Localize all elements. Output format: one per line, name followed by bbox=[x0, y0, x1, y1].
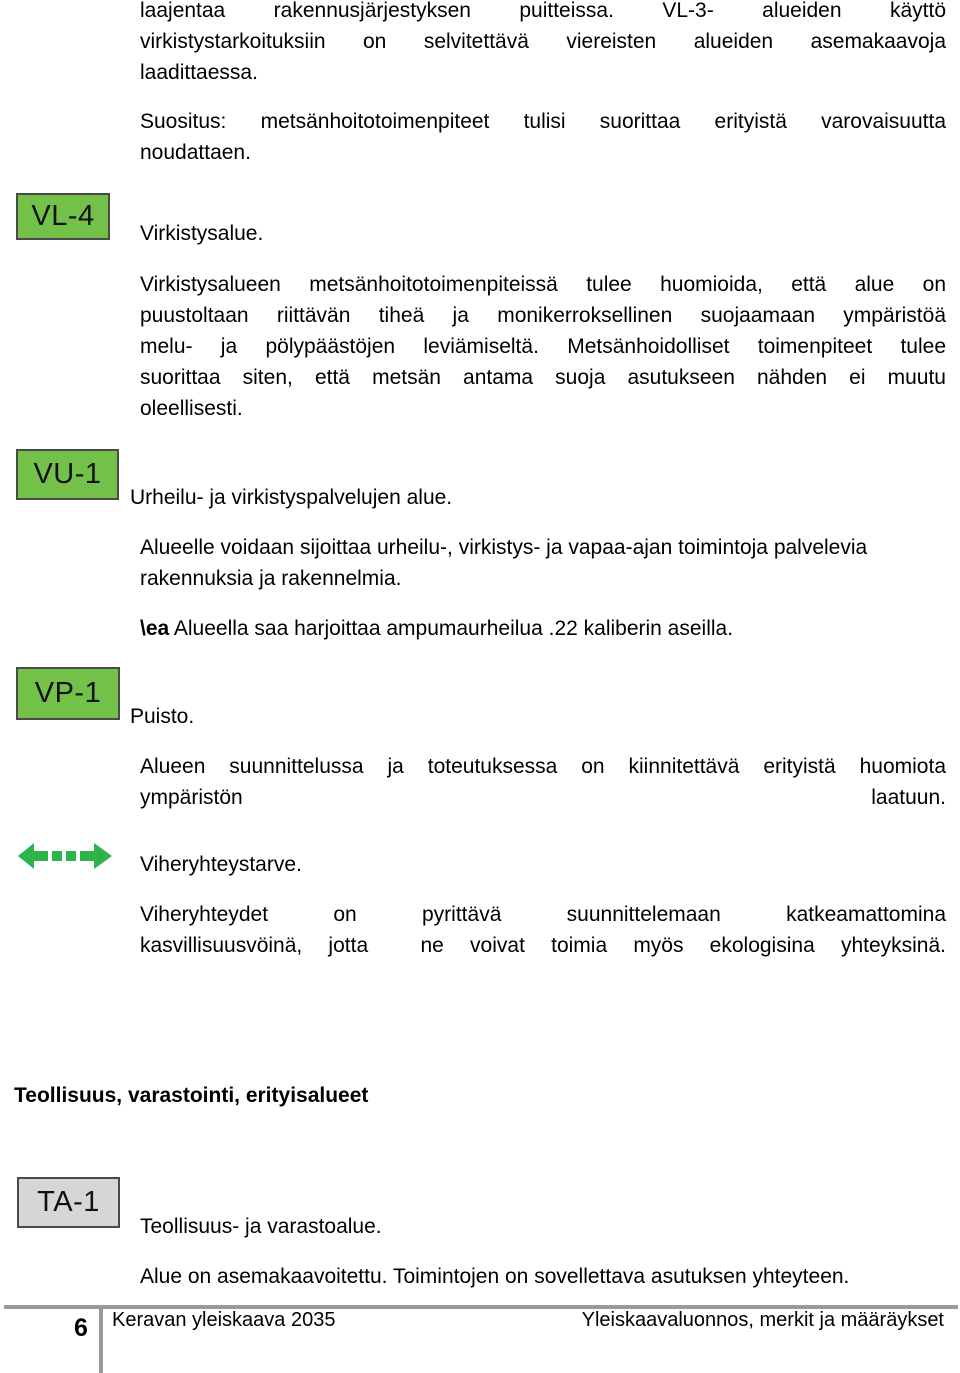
intro-paragraph bbox=[140, 0, 946, 88]
ta1-title: Teollisuus- ja varastoalue. bbox=[140, 1215, 382, 1238]
recommendation-paragraph bbox=[140, 106, 946, 168]
green-link-line: kasvillisuusvöinä, jotta ne voivat toimia myös ekologisina yhteyksinä. bbox=[140, 934, 946, 957]
vu1-note-text: Alueella saa harjoittaa ampumaurheilua .22 kaliberin aseilla. bbox=[169, 617, 734, 640]
vl4-line: oleellisesti. bbox=[140, 397, 243, 420]
ta1-badge: TA-1 bbox=[17, 1177, 120, 1228]
recommendation-line: noudattaen. bbox=[140, 141, 251, 164]
intro-line: laajentaa rakennusjärjestyksen puitteissa. VL-3- alueiden käyttö bbox=[140, 0, 946, 22]
vl4-line: melu- ja pölypäästöjen leviämiseltä. Metsänhoidolliset toimenpiteet tulee bbox=[140, 335, 946, 358]
vp1-line: ympäristön laatuun. bbox=[140, 786, 946, 809]
footer-vertical-divider bbox=[99, 1309, 103, 1373]
recommendation-line: Suositus: metsänhoitotoimenpiteet tulisi suorittaa erityistä varovaisuutta bbox=[140, 110, 946, 133]
vp1-paragraph bbox=[140, 751, 946, 813]
vu1-line: Alueelle voidaan sijoittaa urheilu-, virkistys- ja vapaa-ajan toimintoja palvelevia bbox=[140, 536, 868, 559]
vu1-note-code: \ea bbox=[140, 617, 170, 640]
green-link-title: Viheryhteystarve. bbox=[140, 853, 302, 876]
vl4-paragraph bbox=[140, 269, 946, 424]
green-link-line: Viheryhteydet on pyrittävä suunnittelemaan katkeamattomina bbox=[140, 903, 946, 926]
ta1-paragraph: Alue on asemakaavoitettu. Toimintojen on sovellettava asutuksen yhteyteen. bbox=[140, 1265, 850, 1288]
vp1-badge: VP-1 bbox=[16, 667, 120, 720]
intro-line: virkistystarkoituksiin on selvitettävä viereisten alueiden asemakaavoja bbox=[140, 30, 946, 53]
vu1-line: rakennuksia ja rakennelmia. bbox=[140, 567, 402, 590]
green-link-paragraph bbox=[140, 899, 946, 961]
vu1-badge: VU-1 bbox=[16, 449, 119, 500]
page-number: 6 bbox=[74, 1314, 88, 1342]
section-heading: Teollisuus, varastointi, erityisalueet bbox=[14, 1084, 369, 1107]
vu1-paragraph bbox=[140, 532, 946, 594]
vp1-line: Alueen suunnittelussa ja toteutuksessa on kiinnitettävä erityistä huomiota bbox=[140, 755, 946, 778]
vl4-badge: VL-4 bbox=[16, 193, 110, 240]
vu1-note bbox=[140, 613, 946, 644]
vu1-title: Urheilu- ja virkistyspalvelujen alue. bbox=[130, 486, 453, 509]
vp1-title: Puisto. bbox=[130, 705, 195, 728]
vl4-line: suorittaa siten, että metsän antama suoja asutukseen nähden ei muutu bbox=[140, 366, 946, 389]
intro-line: laadittaessa. bbox=[140, 61, 258, 84]
footer-document-title: Keravan yleiskaava 2035 bbox=[112, 1309, 336, 1331]
vl4-title: Virkistysalue. bbox=[140, 222, 264, 245]
vl4-line: puustoltaan riittävän tiheä ja monikerroksellinen suojaamaan ympäristöä bbox=[140, 304, 946, 327]
footer-section-title: Yleiskaavaluonnos, merkit ja määräykset bbox=[581, 1309, 944, 1331]
double-arrow-icon bbox=[18, 841, 112, 871]
vl4-line: Virkistysalueen metsänhoitotoimenpiteissä tulee huomioida, että alue on bbox=[140, 273, 946, 296]
